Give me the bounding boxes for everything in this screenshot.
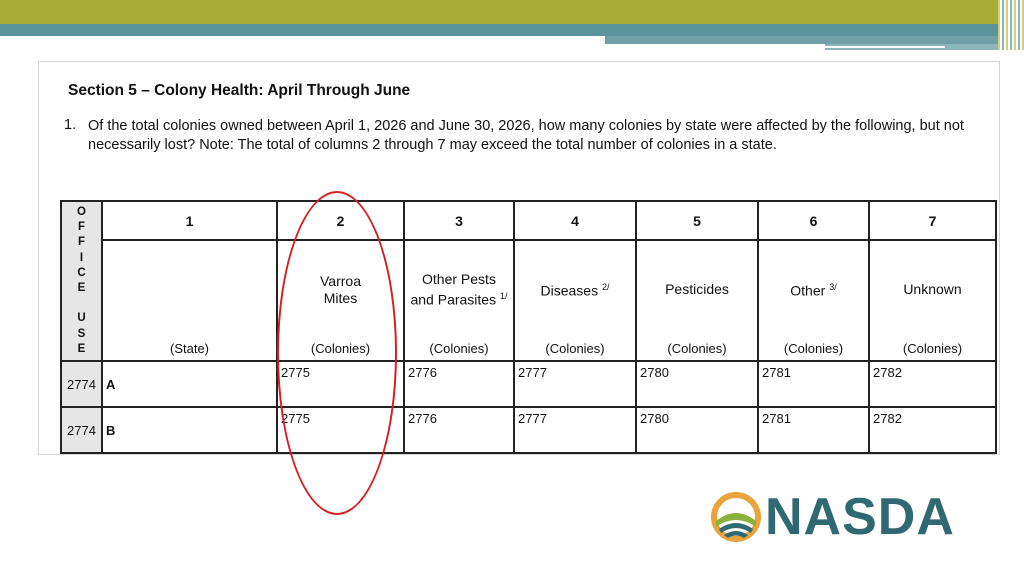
unit-label: (Colonies) <box>310 341 371 356</box>
unit-label: (State) <box>169 341 209 356</box>
annotation-circle <box>277 191 397 515</box>
unit-label: (Colonies) <box>429 341 489 356</box>
header-label: Pesticides <box>665 281 729 297</box>
colony-health-table <box>60 200 997 454</box>
header-label: Unknown <box>903 281 962 297</box>
cell-code: 2776 <box>404 407 514 453</box>
unit-label: (Colonies) <box>667 341 727 356</box>
column-number-row <box>61 201 996 240</box>
column-number: 4 <box>514 201 636 240</box>
header-band-teal-2 <box>605 36 1000 44</box>
column-number: 3 <box>404 201 514 240</box>
header-label: Varroa Mites <box>320 272 361 306</box>
header-label: Other <box>790 282 826 299</box>
cell-code: 2775 <box>277 407 404 453</box>
row-label: A <box>102 361 277 407</box>
header-state <box>102 240 277 361</box>
header-band-line <box>605 46 945 48</box>
table-row <box>61 407 996 453</box>
cell-code: 2777 <box>514 361 636 407</box>
header-pesticides <box>636 240 758 361</box>
cell-code: 2780 <box>636 407 758 453</box>
footnote-ref: 1/ <box>499 290 508 301</box>
cell-code: 2781 <box>758 361 869 407</box>
cell-code: 2777 <box>514 407 636 453</box>
table-row <box>61 361 996 407</box>
column-number: 7 <box>869 201 996 240</box>
footnote-ref: 3/ <box>829 282 837 293</box>
column-number: 1 <box>102 201 277 240</box>
question-number: 1. <box>64 117 77 133</box>
header-other <box>758 240 869 361</box>
column-number: 2 <box>277 201 404 240</box>
unit-label: (Colonies) <box>783 341 844 356</box>
footnote-ref: 2/ <box>601 282 610 293</box>
office-use-column <box>61 201 102 361</box>
row-label: B <box>102 407 277 453</box>
unit-label: (Colonies) <box>902 341 963 356</box>
unit-label: (Colonies) <box>545 341 605 356</box>
cell-code: 2781 <box>758 407 869 453</box>
question-text: Of the total colonies owned between April 1, 2026 and June 30, 2026, how many colonies by state were affected by the following, but not necessarily lost? Note: The total of columns 2 through 7 may exceed the total number of colonies in a state. <box>88 118 964 153</box>
cell-code: 2782 <box>869 407 996 453</box>
header-band-teal <box>0 24 1000 36</box>
nasda-logo-text: NASDA <box>765 488 955 546</box>
nasda-emblem-icon <box>710 491 762 543</box>
column-header-row <box>61 240 996 361</box>
header-unknown <box>869 240 996 361</box>
cell-code: 2775 <box>277 361 404 407</box>
column-number: 5 <box>636 201 758 240</box>
header-band-olive <box>0 0 1024 24</box>
survey-form-image <box>38 61 1000 455</box>
office-code: 2774 <box>61 361 102 407</box>
column-number: 6 <box>758 201 869 240</box>
nasda-logo <box>710 488 980 548</box>
cell-code: 2776 <box>404 361 514 407</box>
header-diseases <box>514 240 636 361</box>
header-label: Diseases <box>540 282 599 299</box>
section-title: Section 5 – Colony Health: April Through June <box>68 82 411 99</box>
office-use-label: O F F I C E U S E <box>77 206 86 355</box>
cell-code: 2782 <box>869 361 996 407</box>
header-band-stripes <box>998 0 1024 50</box>
header-label: Other Pests and Parasites <box>410 270 497 308</box>
cell-code: 2780 <box>636 361 758 407</box>
office-code: 2774 <box>61 407 102 453</box>
header-other-pests <box>404 240 514 361</box>
